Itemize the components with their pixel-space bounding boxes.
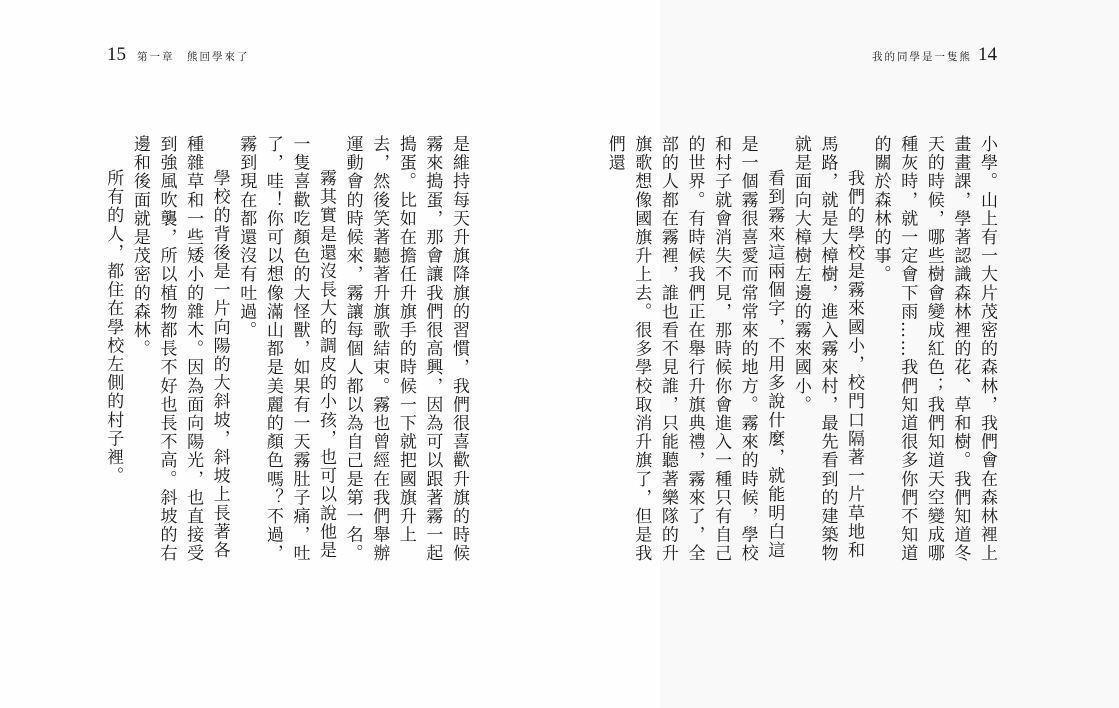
body-text xyxy=(103,135,472,565)
body-text xyxy=(604,135,1000,565)
running-header: 第一章 熊回學來了 xyxy=(137,51,250,63)
running-header: 我的同學是一隻熊 xyxy=(872,51,972,63)
page-number: 15 xyxy=(107,44,126,65)
page-number: 14 xyxy=(978,44,997,65)
paragraph: 學校的背後是一片向陽的大斜坡，斜坡上長著各種雜草和一些矮小的雜木。因為面向陽光，也直接受到強風吹襲，所以植物都長不好也長不高。斜坡的右邊和後面就是茂密的森林。 xyxy=(129,135,230,563)
paragraph: 小學。山上有一大片茂密的森林，我們會在森林裡上畫畫課，學著認識森林裡的花、草和樹。我們知道冬天的時候，哪些樹會變成紅色；我們知道天空變成哪種灰時，就一定會下雨……我們知道很多你們不知道的關於森林的事。 xyxy=(870,135,997,563)
paragraph: 霧其實是還沒長大的調皮的小孩，也可以說他是一隻喜歡吃顏色的大怪獸，如果有一天霧肚子痛，吐了，哇！你可以想像滿山都是美麗的顏色嗎？不過，霧到現在都還沒有吐過。 xyxy=(236,135,337,563)
paragraph: 看到霧來這兩個字，不用多說什麼，就能明白這是一個霧很喜愛而常常來的地方。霧來的時候，學校和村子就會消失不見，那時候你會進入一種只有自己的世界。有時候我們正在舉行升旗典禮，霧來了，全部的人都在霧裡，誰也看不見誰，只能聽著樂隊的升旗歌想像國旗升上去。很多學校取消升旗了，但是我們還 xyxy=(604,135,785,563)
paragraph: 所有的人，都住在學校左側的村子裡。 xyxy=(103,169,124,486)
paragraph: 我們的學校是霧來國小，校門口隔著一片草地和馬路，就是大樟樹，進入霧來村，最先看到的建築物就是面向大樟樹左邊的霧來國小。 xyxy=(790,135,865,563)
paragraph: 是維持每天升旗降旗的習慣，我們很喜歡升旗的時候霧來搗蛋，那會讓我們很高興，因為可以跟著霧一起搗蛋。比如在擔任升旗手的時候一下就把國旗升上去，然後笑著聽著升旗歌結束。霧也曾經在我們舉辦運動會的時候來，霧讓每個人都以為自己是第一名。 xyxy=(342,135,469,563)
